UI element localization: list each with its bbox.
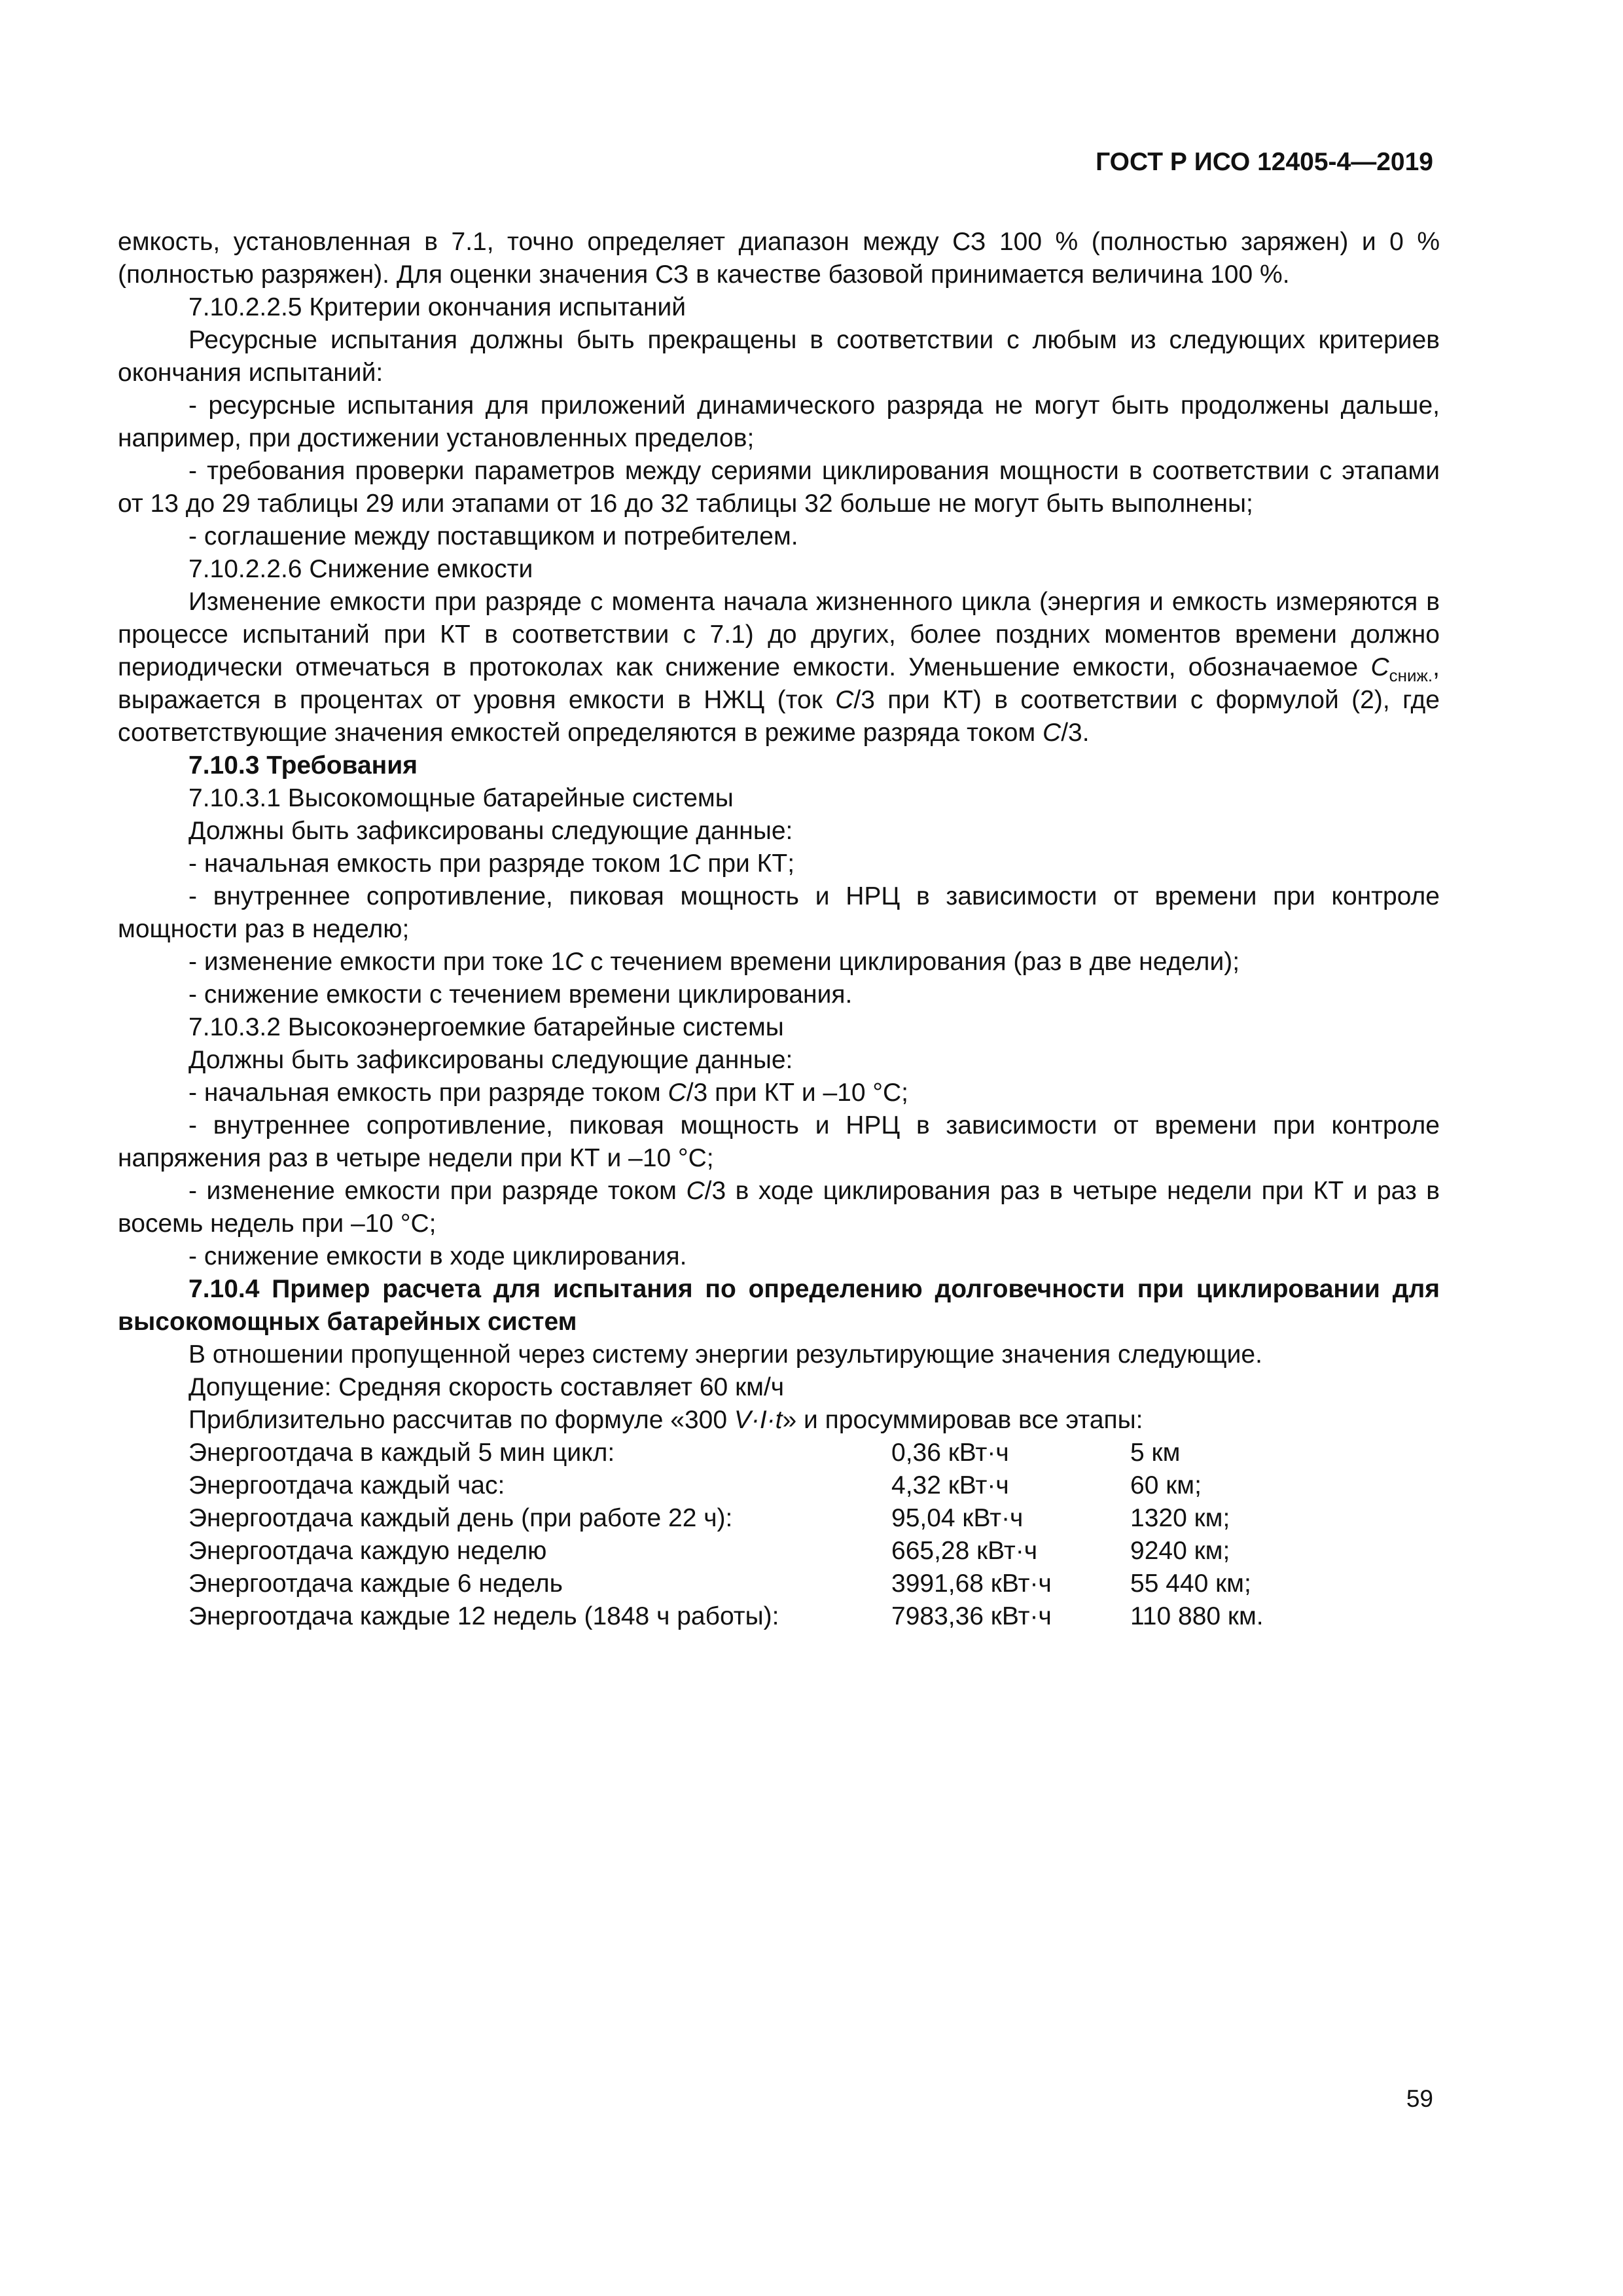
table-cell-energy: 3991,68 кВт·ч [891,1570,1052,1598]
paragraph-capacity-reduction: Изменение емкости при разряде с момента начала жизненного цикла (энергия и емкость измеряются в процессе испытаний при КТ в соответствии с 7.1) до других, более поздних моментов времени должно периодически отмечаться в протоколах как снижение емкости. Уменьшение емкости, обозначаемое $C_{сниж.}$, выражается в процентах от уровня емкости в НЖЦ (ток C/3 при КТ) в соответствии с формулой (2), где соответствующие значения емкостей определяются в режиме разряда током C/3. [118,588,1440,747]
section-heading-7-10-4: 7.10.4 Пример расчета для испытания по определению долговечности при циклировании для высокомощных батарейных систем [118,1275,1440,1336]
list-item: - снижение емкости в ходе циклирования. [188,1242,687,1270]
table-cell-label: Энергоотдача каждый час: [188,1471,505,1499]
list-item: - начальная емкость при разряде током 1C при КТ; [188,850,795,878]
list-item: - изменение емкости при разряде током C/3 в ходе циклирования раз в четыре недели при КТ и раз в восемь недель при –10 °С; [118,1177,1440,1238]
paragraph-formula: Приблизительно рассчитав по формуле «300 V·I·t» и просуммировав все этапы: [188,1406,1143,1434]
list-item: - требования проверки параметров между сериями циклирования мощности в соответствии с этапами от 13 до 29 таблицы 29 или этапами от 16 до 32 таблицы 32 больше не могут быть выполнены; [118,457,1440,518]
list-item: - соглашение между поставщиком и потребителем. [188,522,798,550]
table-cell-energy: 665,28 кВт·ч [891,1537,1038,1565]
table-cell-energy: 0,36 кВт·ч [891,1439,1009,1467]
section-heading-7-10-3: 7.10.3 Требования [188,751,418,780]
list-item: - внутреннее сопротивление, пиковая мощность и НРЦ в зависимости от времени при контроле напряжения раз в четыре недели при КТ и –10 °С; [118,1111,1440,1172]
paragraph-intro: емкость, установленная в 7.1, точно определяет диапазон между СЗ 100 % (полностью заряжен) и 0 % (полностью разряжен). Для оценки значения СЗ в качестве базовой принимается величина 100 %. [118,228,1440,289]
paragraph-data-intro: Должны быть зафиксированы следующие данные: [188,1046,793,1074]
section-heading-7-10-2-2-5: 7.10.2.2.5 Критерии окончания испытаний [188,293,687,321]
table-cell-distance: 60 км; [1130,1471,1202,1499]
table-cell-energy: 95,04 кВт·ч [891,1504,1024,1532]
list-item: - начальная емкость при разряде током C/3 при КТ и –10 °С; [188,1079,908,1107]
section-heading-7-10-2-2-6: 7.10.2.2.6 Снижение емкости [188,555,533,583]
table-cell-energy: 4,32 кВт·ч [891,1471,1009,1499]
paragraph-energy-results: В отношении пропущенной через систему энергии результирующие значения следующие. [188,1340,1262,1369]
table-cell-label: Энергоотдача в каждый 5 мин цикл: [188,1439,615,1467]
table-cell-label: Энергоотдача каждую неделю [188,1537,547,1565]
table-cell-label: Энергоотдача каждые 12 недель (1848 ч работы): [188,1602,779,1630]
subsection-heading-7-10-3-2: 7.10.3.2 Высокоэнергоемкие батарейные системы [188,1013,784,1041]
table-cell-label: Энергоотдача каждые 6 недель [188,1570,563,1598]
list-item: - снижение емкости с течением времени циклирования. [188,980,853,1009]
page-number: 59 [1406,2085,1433,2112]
paragraph-criteria: Ресурсные испытания должны быть прекращены в соответствии с любым из следующих критериев окончания испытаний: [118,326,1440,387]
list-item: - ресурсные испытания для приложений динамического разряда не могут быть продолжены дальше, например, при достижении установленных пределов; [118,391,1440,452]
document-body [118,226,1440,1633]
table-cell-distance: 1320 км; [1130,1504,1230,1532]
table-cell-label: Энергоотдача каждый день (при работе 22 ч): [188,1504,733,1532]
list-item: - изменение емкости при токе 1C с течением времени циклирования (раз в две недели); [188,948,1240,976]
table-cell-energy: 7983,36 кВт·ч [891,1602,1052,1630]
standard-code-header: ГОСТ Р ИСО 12405-4—2019 [1096,148,1433,176]
table-cell-distance: 110 880 км. [1130,1602,1264,1630]
table-cell-distance: 9240 км; [1130,1537,1230,1565]
energy-calculation-table [118,1437,1440,1633]
list-item: - внутреннее сопротивление, пиковая мощность и НРЦ в зависимости от времени при контроле мощности раз в неделю; [118,882,1440,943]
paragraph-assumption: Допущение: Средняя скорость составляет 60 км/ч [188,1373,785,1401]
table-cell-distance: 55 440 км; [1130,1570,1251,1598]
subsection-heading-7-10-3-1: 7.10.3.1 Высокомощные батарейные системы [188,784,734,812]
table-cell-distance: 5 км [1130,1439,1181,1467]
paragraph-data-intro: Должны быть зафиксированы следующие данные: [188,817,793,845]
